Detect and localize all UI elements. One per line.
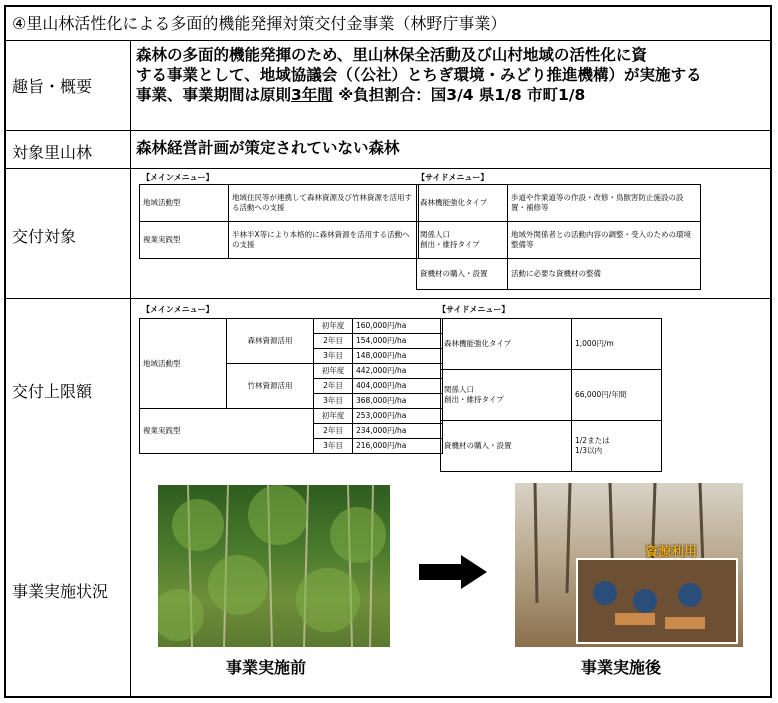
side-type-cell: 森林機能強化タイプ <box>417 185 508 222</box>
after-caption: 事業実施後 <box>581 658 662 677</box>
page-title: ④里山林活性化による多面的機能発揮対策交付金事業（林野庁事業） <box>12 14 507 33</box>
row-label-grant-target: 交付対象 <box>12 227 77 246</box>
before-photo <box>158 485 390 647</box>
grant-limit-side-table <box>440 318 662 472</box>
before-caption: 事業実施前 <box>226 658 307 677</box>
grant-target-side-table <box>416 184 701 290</box>
main-desc-cell: 半林半X等により本格的に森林資源を活用する活動への支援 <box>229 222 419 259</box>
resource-use-badge: 資源利用 <box>645 545 698 560</box>
divider <box>6 168 770 169</box>
side-amount-cell: 1/2または 1/3以内 <box>572 421 662 472</box>
bamboo-use-cell: 竹林資源活用 <box>227 364 314 409</box>
label-column-divider <box>130 40 131 696</box>
divider <box>6 298 770 299</box>
purpose-period: 3年間 <box>291 86 333 104</box>
amount-cell: 253,000円/ha <box>353 409 443 424</box>
row-label-target-forest: 対象里山林 <box>12 143 93 162</box>
table-row <box>140 222 419 259</box>
side-desc-cell: 地域外関係者との活動内容の調整・受入のための環境整備等 <box>508 222 701 259</box>
amount-cell: 368,000円/ha <box>353 394 443 409</box>
table-row <box>441 421 662 472</box>
main-desc-cell: 地域住民等が連携して森林資源及び竹林資源を活用する活動への支援 <box>229 185 419 222</box>
main-type-cell: 複業実践型 <box>140 222 229 259</box>
year-cell: 2年目 <box>314 334 353 349</box>
amount-cell: 160,000円/ha <box>353 319 443 334</box>
document-frame <box>4 5 772 698</box>
purpose-line-1: 森林の多面的機能発揮のため、里山林保全活動及び山村地域の活性化に資 <box>136 46 647 64</box>
regional-type-cell: 地域活動型 <box>140 319 227 409</box>
forest-use-cell: 森林資源活用 <box>227 319 314 364</box>
table-row <box>441 370 662 421</box>
side-type-cell: 関係人口 創出・維持タイプ <box>441 370 572 421</box>
grant-limit-main-table <box>139 318 443 454</box>
target-forest-text: 森林経営計画が策定されていない森林 <box>136 139 400 157</box>
side-desc-cell: 活動に必要な資機材の整備 <box>508 259 701 290</box>
side-type-cell: 資機材の購入・設置 <box>441 421 572 472</box>
year-cell: 3年目 <box>314 394 353 409</box>
thinned-forest-image <box>515 483 743 647</box>
side-desc-cell: 歩道や作業道等の作設・改修・鳥獣害防止施設の設置・補修等 <box>508 185 701 222</box>
side-amount-cell: 66,000円/年間 <box>572 370 662 421</box>
year-cell: 初年度 <box>314 409 353 424</box>
multi-type-cell: 複業実践型 <box>140 409 314 454</box>
grant-target-main-table <box>139 184 419 259</box>
year-cell: 3年目 <box>314 439 353 454</box>
table-row <box>417 259 701 290</box>
side-type-cell: 資機材の購入・設置 <box>417 259 508 290</box>
table-row <box>417 185 701 222</box>
amount-cell: 442,000円/ha <box>353 364 443 379</box>
divider <box>6 130 770 131</box>
amount-cell: 234,000円/ha <box>353 424 443 439</box>
divider <box>6 40 770 41</box>
main-menu-header: 【メインメニュー】 <box>142 173 214 182</box>
purpose-line-3-pre: 事業、事業期間は原則 <box>136 86 292 104</box>
limit-main-menu-header: 【メインメニュー】 <box>142 305 214 314</box>
row-label-purpose: 趣旨・概要 <box>12 77 93 96</box>
purpose-line-3 <box>136 85 585 105</box>
year-cell: 2年目 <box>314 379 353 394</box>
year-cell: 初年度 <box>314 364 353 379</box>
amount-cell: 216,000円/ha <box>353 439 443 454</box>
arrow-right-icon <box>419 555 489 589</box>
table-row <box>140 409 443 424</box>
purpose-line-2: する事業として、地域協議会（（公社）とちぎ環境・みどり推進機構）が実施する <box>136 66 702 84</box>
amount-cell: 404,000円/ha <box>353 379 443 394</box>
amount-cell: 148,000円/ha <box>353 349 443 364</box>
side-type-cell: 関係人口 創出・維持タイプ <box>417 222 508 259</box>
amount-cell: 154,000円/ha <box>353 334 443 349</box>
year-cell: 3年目 <box>314 349 353 364</box>
table-row <box>140 319 443 334</box>
forest-thicket-image <box>158 485 390 647</box>
side-type-cell: 森林機能強化タイプ <box>441 319 572 370</box>
table-row <box>441 319 662 370</box>
year-cell: 2年目 <box>314 424 353 439</box>
year-cell: 初年度 <box>314 319 353 334</box>
after-photo <box>515 483 743 647</box>
side-amount-cell: 1,000円/m <box>572 319 662 370</box>
row-label-grant-limit: 交付上限額 <box>12 382 93 401</box>
row-label-status: 事業実施状況 <box>12 582 109 601</box>
main-type-cell: 地域活動型 <box>140 185 229 222</box>
limit-side-menu-header: 【サイドメニュー】 <box>438 305 510 314</box>
purpose-line-3-post: ※負担割合：国3/4 県1/8 市町1/8 <box>332 86 586 104</box>
table-row <box>140 185 419 222</box>
table-row <box>417 222 701 259</box>
side-menu-header: 【サイドメニュー】 <box>417 173 489 182</box>
